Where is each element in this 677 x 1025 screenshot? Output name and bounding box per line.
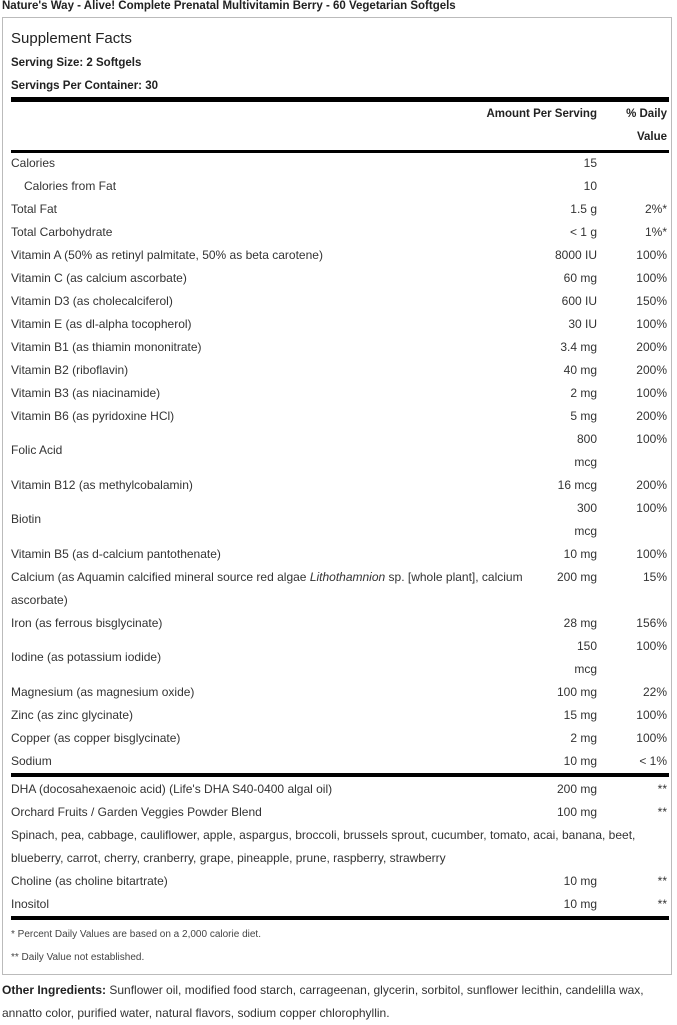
nutrient-dv: 100%	[636, 386, 667, 400]
nutrient-name: Total Carbohydrate	[11, 225, 113, 239]
nutrient-amount: 30 IU	[568, 317, 597, 331]
nutrient-amount: 10	[583, 179, 597, 193]
footnote-dv: * Percent Daily Values are based on a 2,000 calorie diet.	[11, 929, 261, 940]
nutrient-dv: 200%	[636, 409, 667, 423]
nutrient-amount: 100 mg	[556, 805, 597, 819]
nutrient-name: Inositol	[11, 897, 50, 911]
nutrient-name: Vitamin B2 (riboflavin)	[11, 363, 129, 377]
other-ingredients-text: Sunflower oil, modified food starch, carrageenan, glycerin, sorbitol, sunflower lecithin, candelilla wax, annatto color, purified water, natural flavors, sodium copper chlorophyllin.	[2, 983, 644, 1020]
nutrient-name: Vitamin B6 (as pyridoxine HCl)	[11, 409, 175, 423]
nutrient-name: Vitamin B5 (as d-calcium pantothenate)	[11, 547, 221, 561]
nutrient-amount: 150	[576, 639, 597, 653]
nutrient-dv: 100%	[636, 639, 667, 653]
nutrient-amount: 10 mg	[563, 547, 597, 561]
nutrient-dv: 150%	[636, 294, 667, 308]
other-ingredients-label: Other Ingredients:	[2, 983, 107, 997]
nutrient-amount: 15	[583, 156, 597, 170]
nutrient-amount: 10 mg	[563, 874, 597, 888]
nutrient-amount: 2 mg	[570, 731, 597, 745]
footnote-not-established: ** Daily Value not established.	[11, 952, 145, 963]
nutrient-dv: 100%	[636, 501, 667, 515]
nutrient-name: Vitamin A (50% as retinyl palmitate, 50% as beta carotene)	[11, 248, 323, 262]
nutrient-name: Vitamin C (as calcium ascorbate)	[11, 271, 187, 285]
supplement-facts-panel	[2, 17, 672, 975]
nutrient-name: Folic Acid	[11, 443, 63, 457]
nutrient-dv: **	[657, 782, 667, 796]
nutrient-amount: 16 mcg	[557, 478, 597, 492]
nutrient-dv: 156%	[636, 616, 667, 630]
nutrient-name: Calories from Fat	[24, 179, 117, 193]
nutrient-amount: 200 mg	[556, 782, 597, 796]
thick-divider	[11, 773, 669, 777]
nutrient-amount-unit: mcg	[574, 662, 597, 676]
nutrient-dv: 100%	[636, 432, 667, 446]
nutrient-dv: **	[657, 874, 667, 888]
nutrient-name: Calcium (as Aquamin calcified mineral source red algae Lithothamnion sp. [whole plant], calcium ascorbate)	[11, 570, 523, 607]
nutrient-amount: 5 mg	[570, 409, 597, 423]
dv-header-line2: Value	[636, 131, 667, 143]
nutrient-amount: 2 mg	[570, 386, 597, 400]
panel-heading: Supplement Facts	[11, 30, 132, 47]
nutrient-dv: 100%	[636, 708, 667, 722]
blend-ingredients	[11, 824, 669, 870]
nutrient-row	[11, 428, 669, 474]
nutrient-name: Calories	[11, 156, 56, 170]
nutrient-amount: 8000 IU	[554, 248, 597, 262]
dv-header-line1: % Daily	[626, 108, 667, 120]
species-name: Lithothamnion	[309, 570, 386, 584]
nutrient-row	[11, 635, 669, 681]
nutrient-dv: 100%	[636, 317, 667, 331]
nutrient-amount-unit: mcg	[574, 455, 597, 469]
nutrient-amount: 3.4 mg	[560, 340, 597, 354]
nutrient-dv: 200%	[636, 340, 667, 354]
nutrient-amount: 10 mg	[563, 897, 597, 911]
nutrient-name: Sodium	[11, 754, 52, 768]
nutrient-row	[11, 497, 669, 543]
nutrient-row	[11, 566, 669, 612]
nutrient-name: Vitamin B1 (as thiamin mononitrate)	[11, 340, 202, 354]
nutrient-amount-unit: mcg	[574, 524, 597, 538]
nutrient-dv: 1%*	[644, 225, 667, 239]
nutrient-name: Copper (as copper bisglycinate)	[11, 731, 181, 745]
nutrient-name: DHA (docosahexaenoic acid) (Life's DHA S40-0400 algal oil)	[11, 782, 333, 796]
nutrient-amount: 1.5 g	[570, 202, 597, 216]
nutrient-dv: 200%	[636, 363, 667, 377]
nutrient-amount: 200 mg	[556, 570, 597, 584]
nutrient-name: Choline (as choline bitartrate)	[11, 874, 168, 888]
nutrient-name: Vitamin E (as dl-alpha tocopherol)	[11, 317, 192, 331]
nutrient-amount: 15 mg	[563, 708, 597, 722]
thick-divider	[11, 916, 669, 920]
nutrient-name: Vitamin D3 (as cholecalciferol)	[11, 294, 173, 308]
nutrient-amount: 600 IU	[561, 294, 597, 308]
nutrient-dv: 22%	[642, 685, 667, 699]
servings-per-container: Servings Per Container: 30	[11, 80, 158, 92]
nutrient-dv: **	[657, 805, 667, 819]
nutrient-name: Magnesium (as magnesium oxide)	[11, 685, 195, 699]
thick-divider	[11, 97, 669, 102]
nutrient-amount: 28 mg	[563, 616, 597, 630]
nutrient-dv: 100%	[636, 731, 667, 745]
nutrient-dv: 100%	[636, 547, 667, 561]
nutrient-amount: 40 mg	[563, 363, 597, 377]
nutrient-amount: < 1 g	[569, 225, 597, 239]
nutrient-amount: 10 mg	[563, 754, 597, 768]
nutrient-name: Zinc (as zinc glycinate)	[11, 708, 134, 722]
nutrient-amount: 800	[576, 432, 597, 446]
nutrient-name: Iodine (as potassium iodide)	[11, 650, 162, 664]
nutrient-dv: 2%*	[644, 202, 667, 216]
nutrient-amount: 300	[576, 501, 597, 515]
nutrient-dv: 200%	[636, 478, 667, 492]
product-title: Nature's Way - Alive! Complete Prenatal Multivitamin Berry - 60 Vegetarian Softgels	[2, 0, 456, 12]
nutrient-dv: 100%	[636, 271, 667, 285]
nutrient-name: Biotin	[11, 512, 42, 526]
nutrient-dv: 15%	[642, 570, 667, 584]
nutrient-name: Orchard Fruits / Garden Veggies Powder Blend	[11, 805, 262, 819]
nutrient-amount: 100 mg	[556, 685, 597, 699]
serving-size: Serving Size: 2 Softgels	[11, 57, 142, 69]
nutrient-name: Vitamin B12 (as methylcobalamin)	[11, 478, 193, 492]
nutrient-name: Vitamin B3 (as niacinamide)	[11, 386, 161, 400]
nutrient-dv: 100%	[636, 248, 667, 262]
nutrient-name: Iron (as ferrous bisglycinate)	[11, 616, 163, 630]
other-ingredients	[2, 979, 674, 1025]
nutrient-name: Total Fat	[11, 202, 58, 216]
blend-ingredients-list: Spinach, pea, cabbage, cauliflower, apple, aspargus, broccoli, brussels sprout, cucumber, tomato, acai, banana, beet, blueberry, carrot, cherry, cranberry, grape, pineapple, prune, raspberry, strawberry	[11, 828, 636, 865]
amount-header: Amount Per Serving	[486, 108, 597, 120]
nutrient-dv: < 1%	[639, 754, 667, 768]
nutrient-dv: **	[657, 897, 667, 911]
nutrient-amount: 60 mg	[563, 271, 597, 285]
